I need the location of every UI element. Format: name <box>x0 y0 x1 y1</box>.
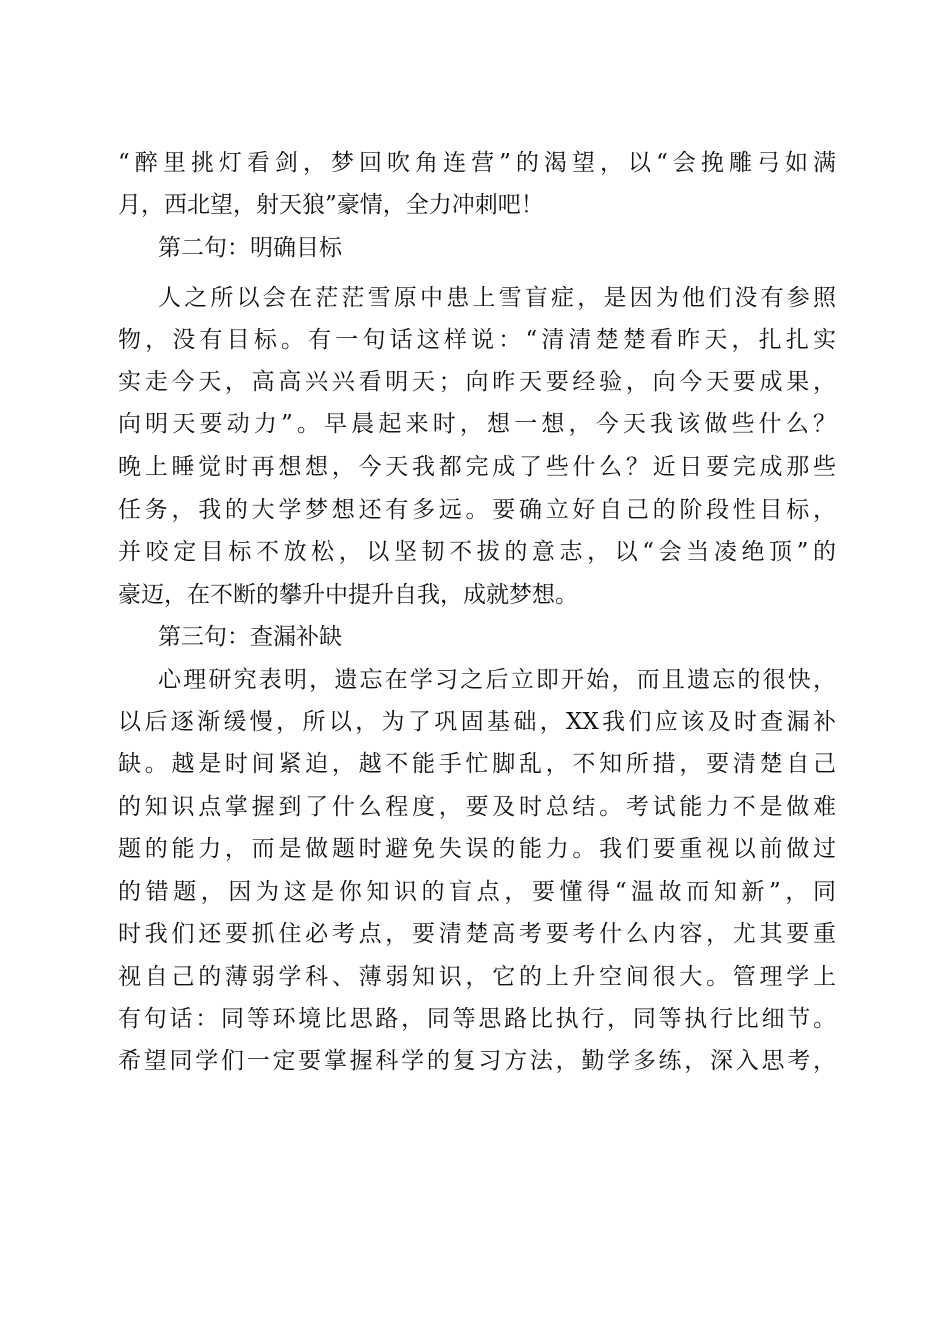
text-line: 心理研究表明，遗忘在学习之后立即开始，而且遗忘的很快， <box>158 667 836 693</box>
text-line: 以后逐渐缓慢，所以，为了巩固基础，XX我们应该及时查漏补 <box>118 709 836 735</box>
text-line: 向明天要动力”。早晨起来时，想一想，今天我该做些什么？ <box>118 411 836 437</box>
text-line: 并咬定目标不放松，以坚韧不拔的意志，以“会当凌绝顶”的 <box>118 539 836 565</box>
section-heading: 第三句：查漏补缺 <box>158 624 342 650</box>
section-heading: 第二句：明确目标 <box>158 235 342 261</box>
text-line: 的错题，因为这是你知识的盲点，要懂得“温故而知新”，同 <box>118 879 836 905</box>
text-line: 视自己的薄弱学科、薄弱知识，它的上升空间很大。管理学上 <box>118 964 836 990</box>
text-line: 晚上睡觉时再想想，今天我都完成了些什么？近日要完成那些 <box>118 454 836 480</box>
text-line: 缺。越是时间紧迫，越不能手忙脚乱，不知所措，要清楚自己 <box>118 751 836 777</box>
text-line: 实走今天，高高兴兴看明天；向昨天要经验，向今天要成果， <box>118 369 836 395</box>
text-line: “醉里挑灯看剑，梦回吹角连营”的渴望，以“会挽雕弓如满 <box>118 150 836 176</box>
text-line: 的知识点掌握到了什么程度，要及时总结。考试能力不是做难 <box>118 794 836 820</box>
text-line: 任务，我的大学梦想还有多远。要确立好自己的阶段性目标， <box>118 497 836 523</box>
text-line: 人之所以会在茫茫雪原中患上雪盲症，是因为他们没有参照 <box>158 285 836 311</box>
text-line: 有句话：同等环境比思路，同等思路比执行，同等执行比细节。 <box>118 1006 836 1032</box>
text-line: 题的能力，而是做题时避免失误的能力。我们要重视以前做过 <box>118 836 836 862</box>
text-line: 时我们还要抓住必考点，要清楚高考要考什么内容，尤其要重 <box>118 921 836 947</box>
text-line: 豪迈，在不断的攀升中提升自我，成就梦想。 <box>118 582 578 608</box>
text-line: 物，没有目标。有一句话这样说：“清清楚楚看昨天，扎扎实 <box>118 327 836 353</box>
text-line: 希望同学们一定要掌握科学的复习方法，勤学多练，深入思考， <box>118 1048 836 1074</box>
text-line: 月，西北望，射天狼”豪情，全力冲刺吧！ <box>118 192 544 218</box>
